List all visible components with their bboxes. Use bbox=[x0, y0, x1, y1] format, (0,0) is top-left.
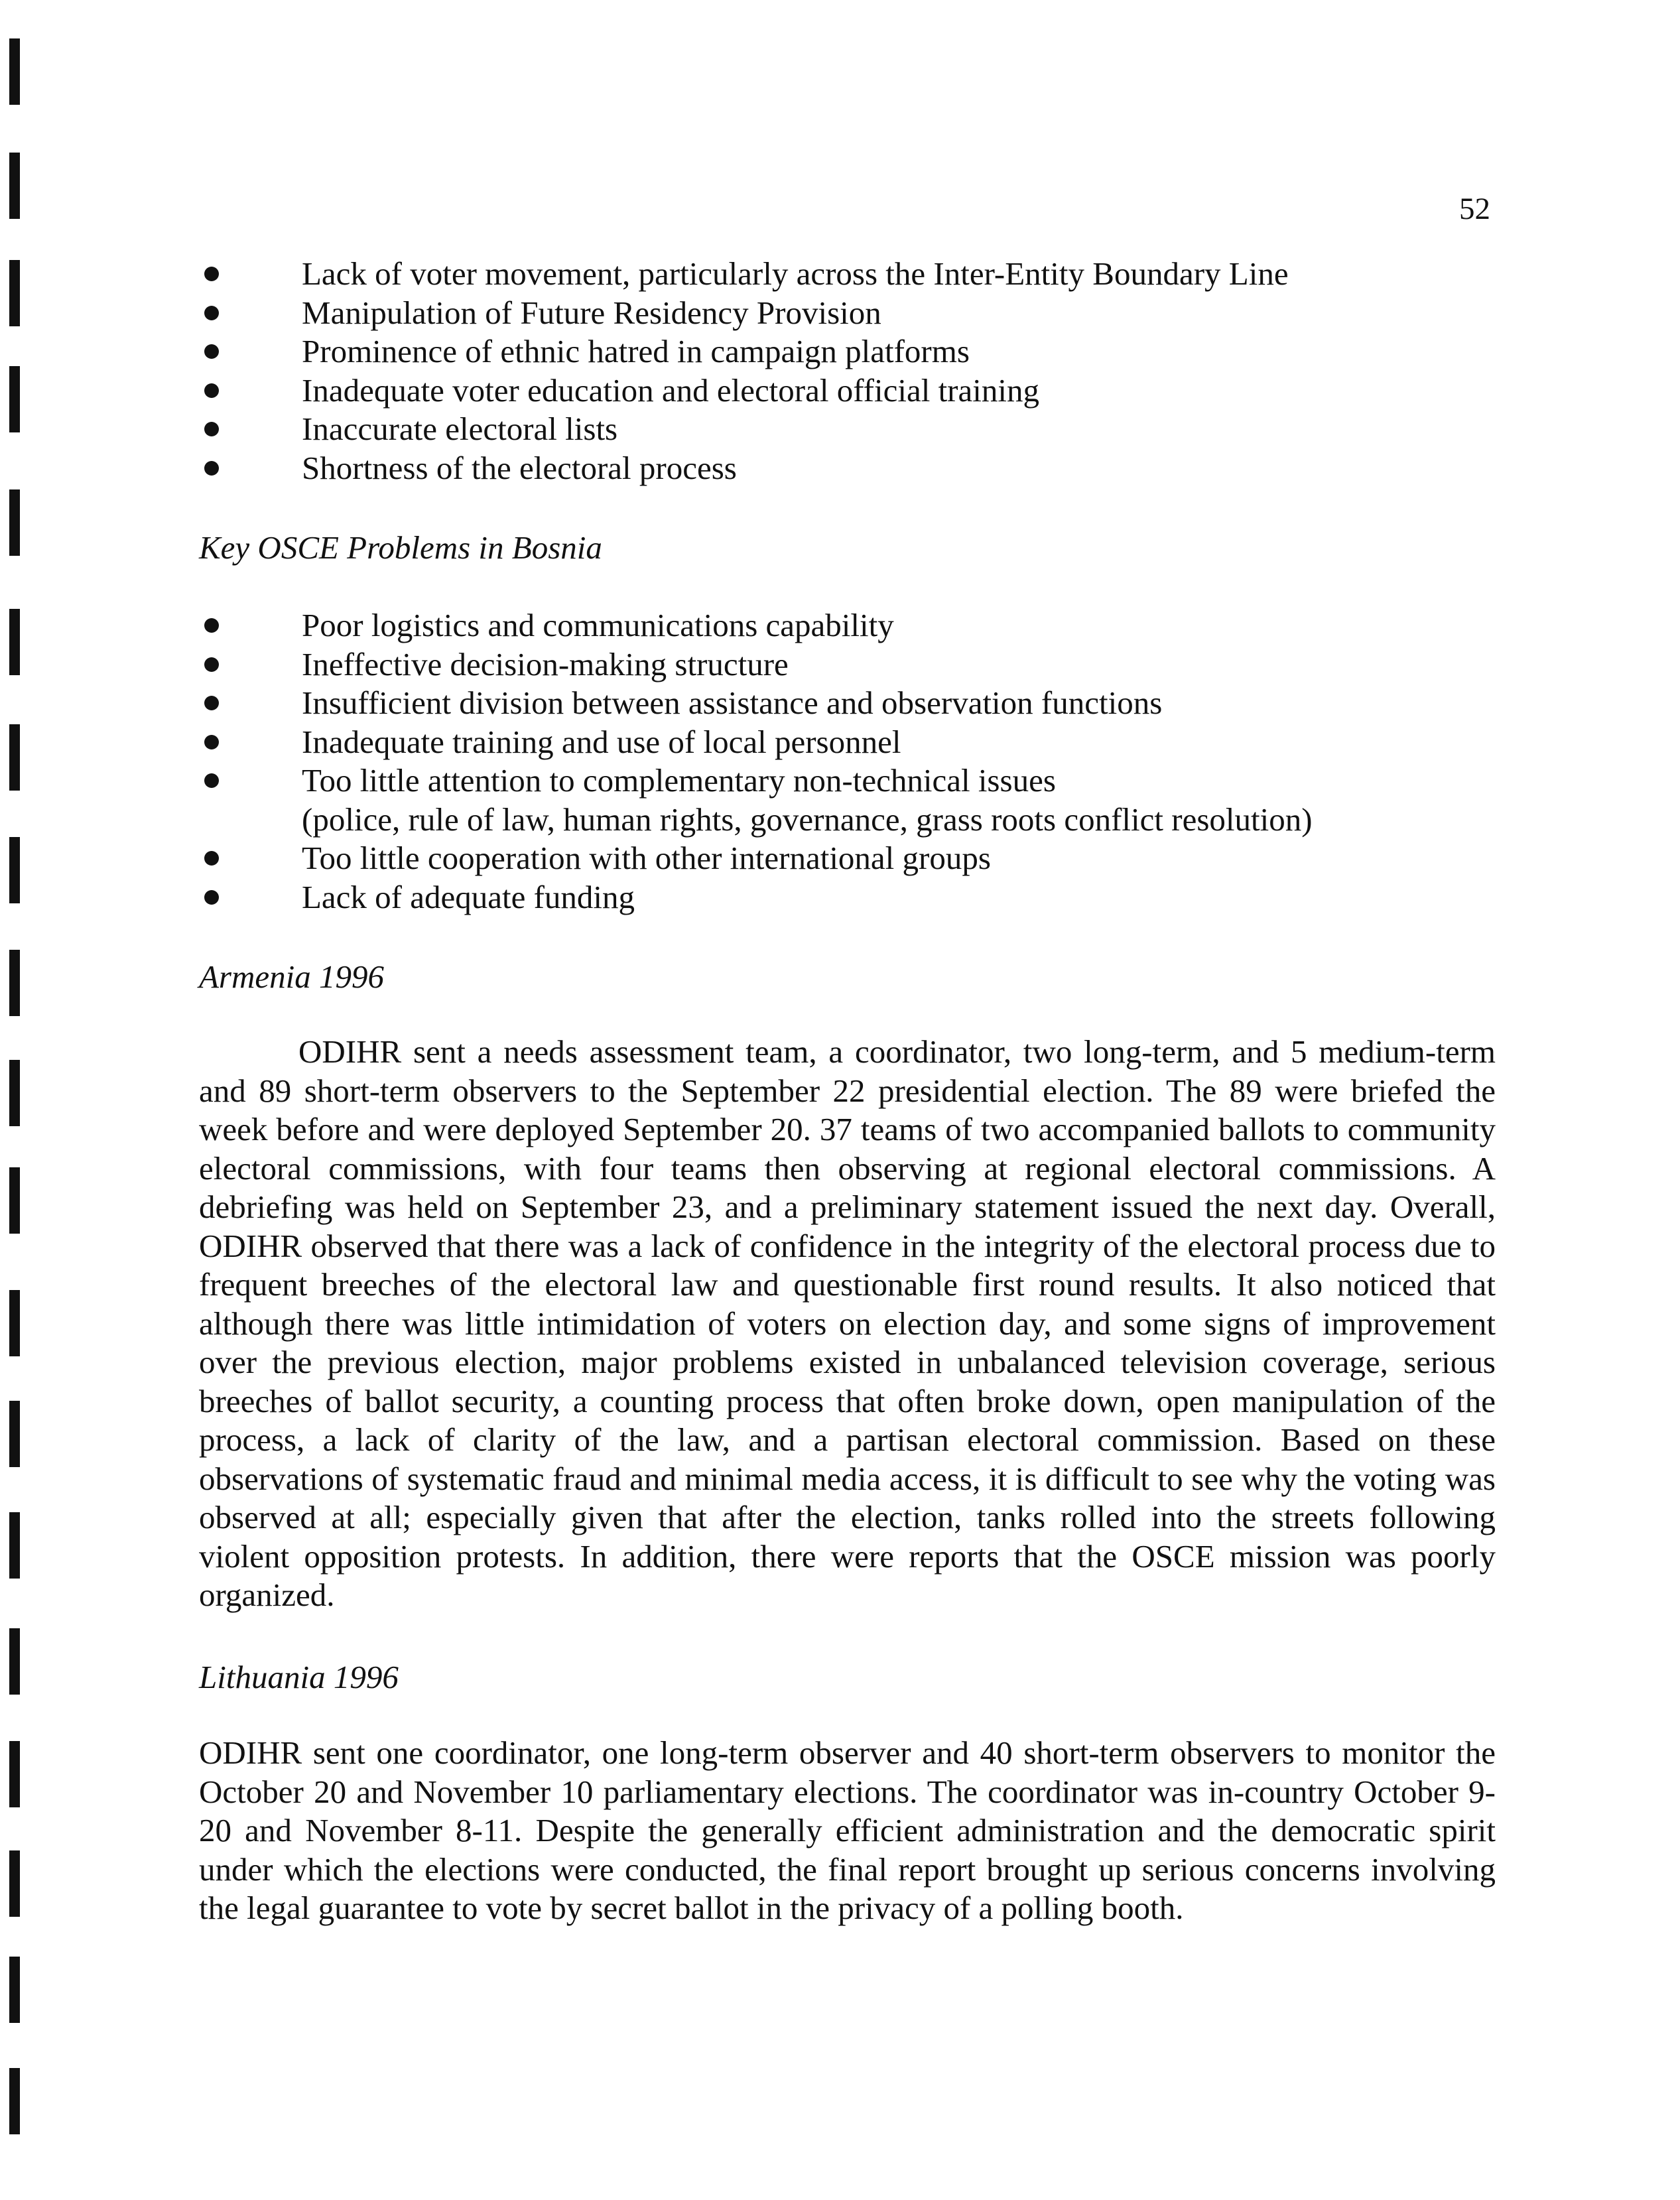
bullet-icon bbox=[204, 267, 219, 281]
list-item: Inadequate training and use of local personnel bbox=[199, 723, 1313, 762]
binding-mark bbox=[9, 1741, 20, 1807]
bullet-icon bbox=[204, 461, 219, 476]
bullet-icon bbox=[204, 735, 219, 749]
binding-mark bbox=[9, 38, 20, 105]
binding-mark bbox=[9, 153, 20, 219]
binding-mark bbox=[9, 2068, 20, 2134]
list-item: Ineffective decision-making structure bbox=[199, 645, 1313, 684]
binding-mark bbox=[9, 1628, 20, 1695]
section-heading-lithuania: Lithuania 1996 bbox=[199, 1659, 399, 1695]
armenia-paragraph: ODIHR sent a needs assessment team, a coordinator, two long-term, and 5 medium-term and 89 short-term observers to the September 22 presidential election. The 89 were briefed the week before and were deployed September 20. 37 teams of two accompanied ballots to community electoral commissions, with four teams then observing at regional electoral commissions. A debriefing was held on September 23, and a preliminary statement issued the next day. Overall, ODIHR observed that there was a lack of confidence in the integrity of the electoral process due to frequent breeches of the electoral law and questionable first round results. It also noticed that although there was little intimidation of voters on election day, and some signs of improvement over the previous election, major problems existed in unbalanced television coverage, serious breeches of ballot security, a counting process that often broke down, open manipulation of the process, a lack of clarity of the law, and a partisan electoral commission. Based on these observations of systematic fraud and minimal media access, it is difficult to see why the voting was observed at all; especially given that after the election, tanks rolled into the streets following violent opposition protests. In addition, there were reports that the OSCE mission was poorly organized. bbox=[199, 1033, 1496, 1613]
section-heading-armenia: Armenia 1996 bbox=[199, 958, 384, 995]
list-item: Too little cooperation with other international groups bbox=[199, 839, 1313, 878]
list-item: Inadequate voter education and electoral official training bbox=[199, 371, 1289, 411]
page-number: 52 bbox=[1459, 192, 1490, 226]
bullet-icon bbox=[204, 306, 219, 320]
binding-mark bbox=[9, 260, 20, 326]
bullet-icon bbox=[204, 383, 219, 398]
list-item: Poor logistics and communications capability bbox=[199, 606, 1313, 645]
list-item: Insufficient division between assistance and observation functions bbox=[199, 684, 1313, 723]
binding-mark bbox=[9, 1512, 20, 1579]
binding-mark bbox=[9, 724, 20, 791]
binding-mark bbox=[9, 1401, 20, 1467]
binding-mark bbox=[9, 1290, 20, 1356]
section-heading-bosnia: Key OSCE Problems in Bosnia bbox=[199, 529, 602, 566]
bullet-icon bbox=[204, 657, 219, 672]
binding-mark bbox=[9, 837, 20, 903]
list-item: Shortness of the electoral process bbox=[199, 449, 1289, 488]
binding-mark bbox=[9, 489, 20, 556]
bullet-icon bbox=[204, 618, 219, 633]
bullet-icon bbox=[204, 890, 219, 905]
bullet-icon bbox=[204, 851, 219, 866]
binding-mark bbox=[9, 1850, 20, 1917]
binding-mark bbox=[9, 609, 20, 675]
bullet-icon bbox=[204, 773, 219, 788]
list-item: Manipulation of Future Residency Provision bbox=[199, 294, 1289, 333]
binding-mark bbox=[9, 1060, 20, 1126]
list-item: Inaccurate electoral lists bbox=[199, 410, 1289, 449]
lithuania-paragraph: ODIHR sent one coordinator, one long-term observer and 40 short-term observers to monitor the October 20 and November 10 parliamentary elections. The coordinator was in-country October 9-20 and November 8-11. Despite the generally efficient administration and the democratic spirit under which the elections were conducted, the final report brought up serious concerns involving the legal guarantee to vote by secret ballot in the privacy of a polling booth. bbox=[199, 1734, 1496, 1926]
list-item-continuation: (police, rule of law, human rights, governance, grass roots conflict resolution) bbox=[302, 801, 1313, 838]
bullet-icon bbox=[204, 344, 219, 359]
binding-mark bbox=[9, 950, 20, 1016]
binding-mark bbox=[9, 1167, 20, 1234]
list-item: Lack of adequate funding bbox=[199, 878, 1313, 917]
bullet-icon bbox=[204, 696, 219, 710]
binding-mark bbox=[9, 366, 20, 432]
bosnia-problems-list bbox=[199, 606, 1313, 917]
binding-mark bbox=[9, 1957, 20, 2023]
list-item: Prominence of ethnic hatred in campaign platforms bbox=[199, 332, 1289, 371]
bullet-icon bbox=[204, 422, 219, 436]
list-item: Lack of voter movement, particularly across the Inter-Entity Boundary Line bbox=[199, 255, 1289, 294]
list-item: Too little attention to complementary non-technical issues bbox=[199, 761, 1313, 801]
problems-list bbox=[199, 255, 1289, 487]
